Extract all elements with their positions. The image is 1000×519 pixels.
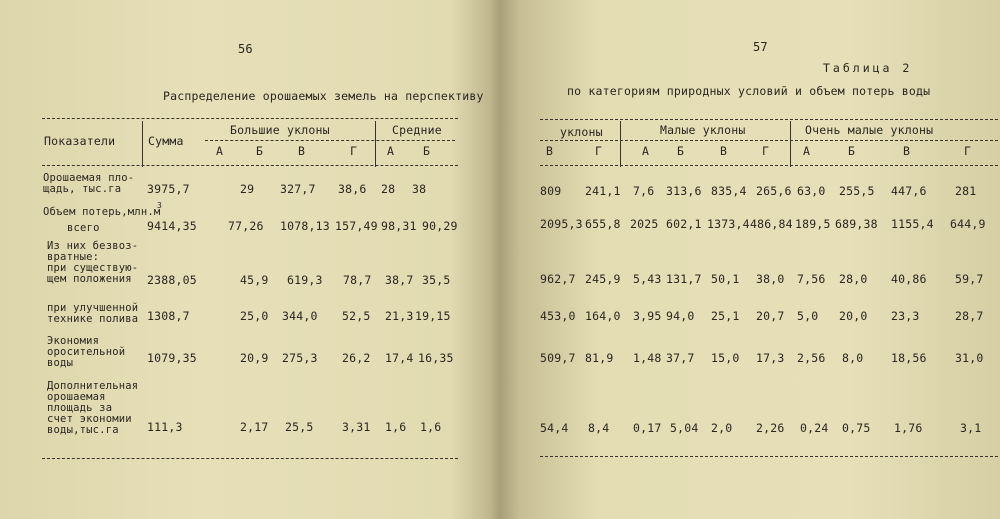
table-cell: 15,0 xyxy=(711,351,740,365)
row-label: Экономия xyxy=(47,335,100,347)
row-label: счет экономии xyxy=(47,413,132,425)
table-cell: 2,56 xyxy=(797,351,826,365)
table-cell: 38,7 xyxy=(385,273,414,287)
row-label: Дополнительная xyxy=(47,380,139,392)
header-col-a: А xyxy=(642,144,650,158)
column-divider xyxy=(375,121,376,167)
header-bottom-rule xyxy=(42,165,458,166)
row-label: орошаемая xyxy=(47,391,106,403)
page-number: 56 xyxy=(238,42,253,56)
table-cell: 18,56 xyxy=(891,351,927,365)
table-cell: 1373,4 xyxy=(707,217,750,231)
column-divider xyxy=(142,121,143,167)
table-cell: 25,5 xyxy=(285,420,314,434)
column-divider xyxy=(790,121,791,167)
subheader-rule xyxy=(205,140,455,141)
table-cell: 7,56 xyxy=(797,272,826,286)
table-cell: 1,6 xyxy=(420,420,442,434)
table-cell: 38 xyxy=(412,182,427,196)
header-very-small-slopes: Очень малые уклоны xyxy=(805,123,934,137)
row-label: Орошаемая пло- xyxy=(43,172,135,184)
table-cell: 7,6 xyxy=(633,184,655,198)
table-cell: 63,0 xyxy=(797,184,826,198)
row-label: при существую- xyxy=(47,262,139,274)
table-cell: 509,7 xyxy=(540,351,576,365)
table-cell: 5,43 xyxy=(633,272,662,286)
table-cell: 77,26 xyxy=(228,219,264,233)
table-cell: 25,0 xyxy=(240,309,269,323)
table-cell: 28,0 xyxy=(839,272,868,286)
header-medium: Средние xyxy=(392,123,442,137)
table-cell: 281 xyxy=(955,184,977,198)
table-cell: 313,6 xyxy=(666,184,702,198)
table-cell: 2025 xyxy=(630,217,659,231)
page-number: 57 xyxy=(753,40,768,54)
table-cell: 35,5 xyxy=(422,273,451,287)
table-cell: 26,2 xyxy=(342,351,371,365)
table-cell: 20,7 xyxy=(756,309,785,323)
table-cell: 453,0 xyxy=(540,309,576,323)
row-label: технике полива xyxy=(47,313,139,325)
table-cell: 2095,3 xyxy=(540,217,583,231)
header-col-v3: В xyxy=(903,144,911,158)
superscript: 3 xyxy=(157,201,163,210)
row-label: при улучшенной xyxy=(47,302,139,314)
table-cell: 98,31 xyxy=(381,219,417,233)
table-cell: 962,7 xyxy=(540,272,576,286)
table-cell: 265,6 xyxy=(756,184,792,198)
table-cell: 5,04 xyxy=(670,421,699,435)
left-page xyxy=(0,0,490,519)
row-label: Из них безвоз- xyxy=(47,240,139,252)
table-cell: 54,4 xyxy=(540,421,569,435)
header-col-a2: А xyxy=(387,144,395,158)
table-cell: 602,1 xyxy=(666,217,702,231)
row-label: воды,тыс.га xyxy=(47,424,119,436)
table-bottom-rule xyxy=(42,458,458,459)
header-col-g3: Г xyxy=(964,144,972,158)
table-cell: 1308,7 xyxy=(147,309,190,323)
table-cell: 40,86 xyxy=(891,272,927,286)
right-page xyxy=(510,0,1000,519)
table-cell: 29 xyxy=(240,182,255,196)
table-cell: 689,38 xyxy=(835,217,878,231)
table-cell: 38,0 xyxy=(756,272,785,286)
table-cell: 16,35 xyxy=(418,351,454,365)
table-cell: 78,7 xyxy=(343,273,372,287)
table-cell: 8,0 xyxy=(842,351,864,365)
table-cell: 9414,35 xyxy=(147,219,197,233)
header-indicators: Показатели xyxy=(44,134,116,148)
table-cell: 81,9 xyxy=(585,351,614,365)
table-cell: 50,1 xyxy=(711,272,740,286)
table-cell: 164,0 xyxy=(585,309,621,323)
table-cell: 1078,13 xyxy=(280,219,330,233)
table-cell: 2,26 xyxy=(756,421,785,435)
table-cell: 189,5 xyxy=(795,217,831,231)
row-label: оросительной xyxy=(47,346,126,358)
table-cell: 0,17 xyxy=(633,421,662,435)
row-label: щадь, тыс.га xyxy=(43,183,122,195)
table-cell: 3,31 xyxy=(342,420,371,434)
table-cell: 255,5 xyxy=(839,184,875,198)
header-col-g: Г xyxy=(595,144,603,158)
table-cell: 3,1 xyxy=(960,421,982,435)
table-cell: 94,0 xyxy=(666,309,695,323)
table-cell: 2388,05 xyxy=(147,273,197,287)
table-cell: 90,29 xyxy=(422,219,458,233)
table-cell: 1079,35 xyxy=(147,351,197,365)
row-label: воды xyxy=(47,357,74,369)
header-col-g2: Г xyxy=(762,144,770,158)
table-cell: 131,7 xyxy=(666,272,702,286)
table-cell: 447,6 xyxy=(891,184,927,198)
header-col-v2: В xyxy=(720,144,728,158)
table-cell: 5,0 xyxy=(797,309,819,323)
column-divider xyxy=(620,121,621,167)
table-cell: 1,48 xyxy=(633,351,662,365)
table-cell: 8,4 xyxy=(588,421,610,435)
header-sum: Сумма xyxy=(148,134,184,148)
table-subtitle: по категориям природных условий и объем потерь воды xyxy=(567,84,931,98)
table-cell: 327,7 xyxy=(280,182,316,196)
table-cell: 835,4 xyxy=(711,184,747,198)
header-large-slopes: Большие уклоны xyxy=(230,123,330,137)
table-cell: 20,0 xyxy=(839,309,868,323)
header-col-b: Б xyxy=(677,144,685,158)
row-label: Объем потерь,млн.м xyxy=(43,206,161,218)
table-cell: 0,75 xyxy=(842,421,871,435)
table-cell: 241,1 xyxy=(585,184,621,198)
table-cell: 245,9 xyxy=(585,272,621,286)
header-col-a3: А xyxy=(803,144,811,158)
header-slopes: уклоны xyxy=(560,125,603,139)
header-col-b: Б xyxy=(256,144,264,158)
table-cell: 19,15 xyxy=(415,309,451,323)
table-cell: 275,3 xyxy=(282,351,318,365)
table-cell: 28,7 xyxy=(955,309,984,323)
table-cell: 31,0 xyxy=(955,351,984,365)
table-cell: 45,9 xyxy=(240,273,269,287)
subheader-rule xyxy=(540,140,998,141)
table-bottom-rule xyxy=(540,456,998,457)
header-top-rule xyxy=(42,118,458,119)
table-title: Распределение орошаемых земель на перспективу xyxy=(163,89,484,103)
row-label: площадь за xyxy=(47,402,113,414)
header-bottom-rule xyxy=(540,165,998,166)
header-col-v: В xyxy=(546,144,554,158)
header-col-b2: Б xyxy=(423,144,431,158)
table-cell: 3,95 xyxy=(633,309,662,323)
table-cell: 486,84 xyxy=(750,217,793,231)
row-label: щем положения xyxy=(47,273,132,285)
table-cell: 644,9 xyxy=(950,217,986,231)
row-label: всего xyxy=(67,222,100,234)
table-cell: 111,3 xyxy=(147,420,183,434)
table-cell: 59,7 xyxy=(955,272,984,286)
table-cell: 17,3 xyxy=(756,351,785,365)
header-col-b3: Б xyxy=(848,144,856,158)
table-cell: 655,8 xyxy=(585,217,621,231)
table-cell: 2,0 xyxy=(711,421,733,435)
table-cell: 619,3 xyxy=(287,273,323,287)
header-small-slopes: Малые уклоны xyxy=(660,123,746,137)
table-cell: 1155,4 xyxy=(891,217,934,231)
table-cell: 809 xyxy=(540,184,562,198)
table-cell: 1,6 xyxy=(385,420,407,434)
table-cell: 0,24 xyxy=(800,421,829,435)
table-cell: 1,76 xyxy=(894,421,923,435)
table-cell: 23,3 xyxy=(891,309,920,323)
table-cell: 2,17 xyxy=(240,420,269,434)
table-cell: 25,1 xyxy=(711,309,740,323)
table-cell: 21,3 xyxy=(385,309,414,323)
header-col-g: Г xyxy=(350,144,358,158)
header-top-rule xyxy=(540,119,998,120)
table-cell: 28 xyxy=(381,182,396,196)
table-label: Таблица 2 xyxy=(823,61,913,75)
table-cell: 344,0 xyxy=(282,309,318,323)
table-cell: 37,7 xyxy=(666,351,695,365)
table-cell: 52,5 xyxy=(342,309,371,323)
table-cell: 20,9 xyxy=(240,351,269,365)
header-col-v: В xyxy=(298,144,306,158)
row-label: вратные: xyxy=(47,251,100,263)
table-cell: 38,6 xyxy=(338,182,367,196)
header-col-a: А xyxy=(216,144,224,158)
table-cell: 157,49 xyxy=(335,219,378,233)
table-cell: 17,4 xyxy=(385,351,414,365)
table-cell: 3975,7 xyxy=(147,182,190,196)
